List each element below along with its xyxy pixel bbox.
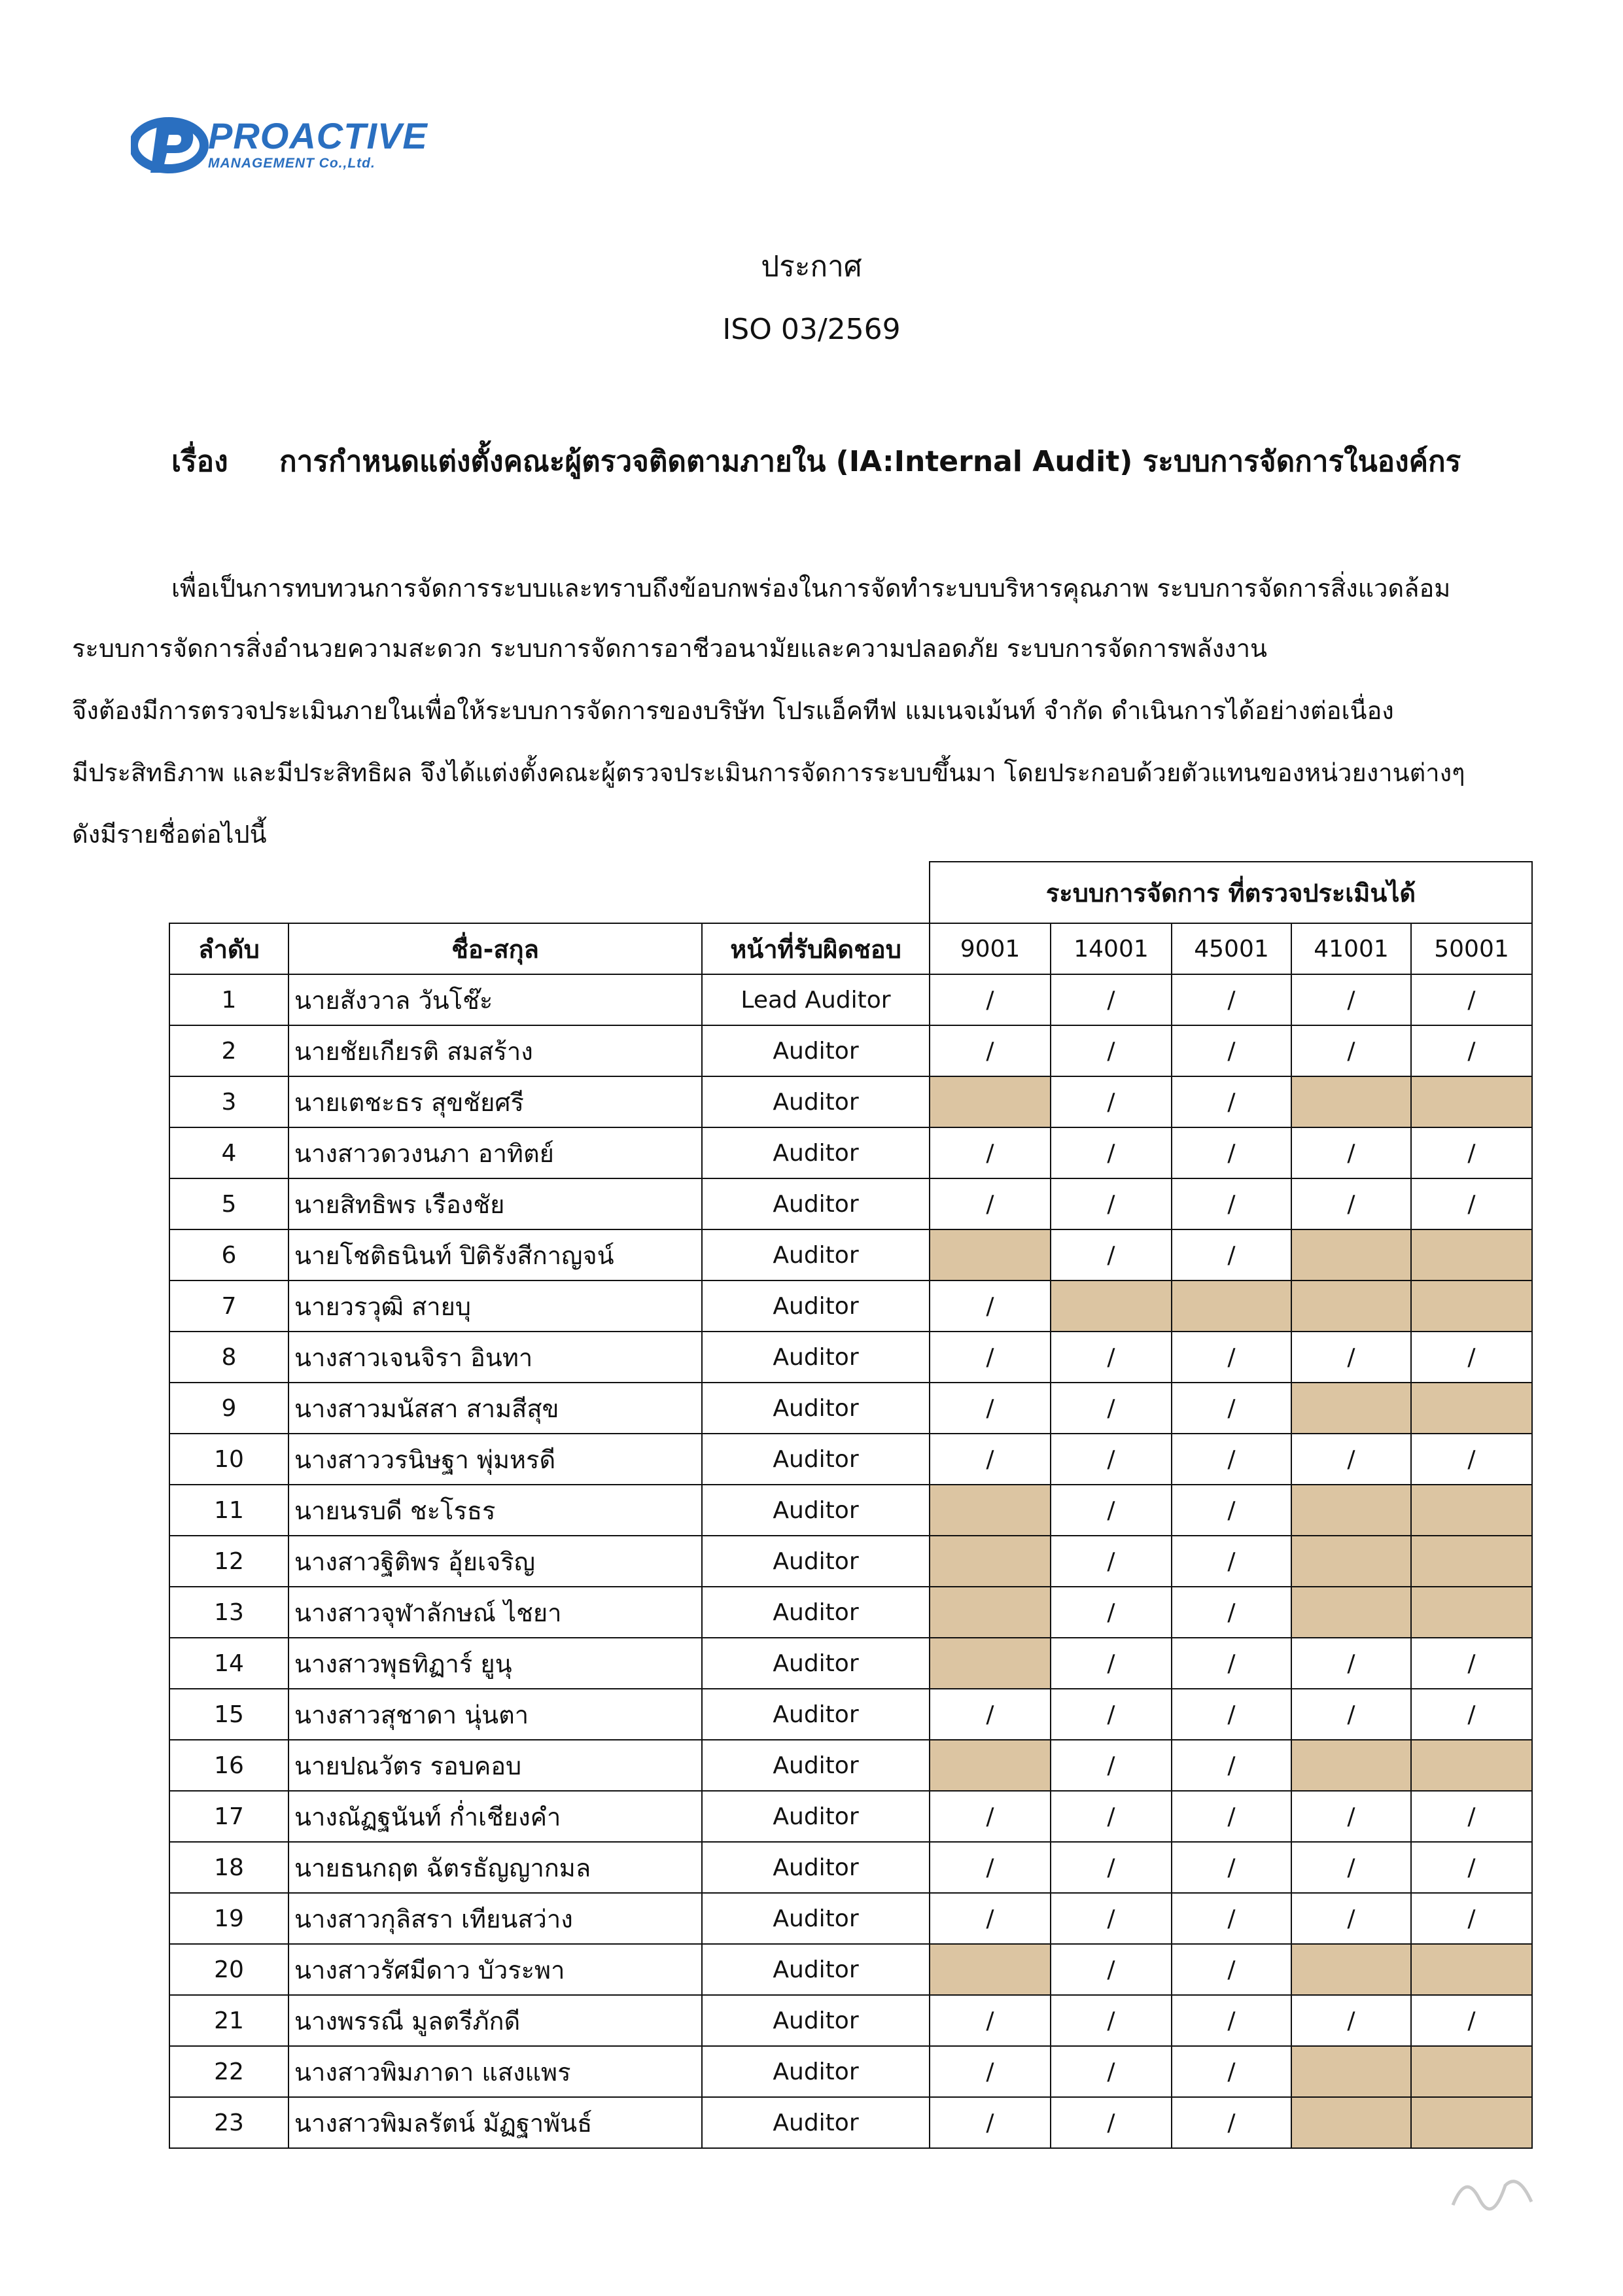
table-row — [169, 1280, 1532, 1332]
row-number: 16 — [169, 1740, 288, 1791]
auditor-role: Auditor — [702, 1536, 930, 1587]
unassigned-cell-9001 — [930, 1485, 1051, 1536]
proactive-logo-icon — [131, 113, 209, 178]
check-cell-45001: / — [1172, 2046, 1291, 2097]
auditor-name: นางสาวพิมภาดา แสงแพร — [288, 2046, 702, 2097]
check-cell-41001: / — [1291, 1127, 1411, 1178]
unassigned-cell-45001 — [1172, 1280, 1291, 1332]
auditor-role: Auditor — [702, 1893, 930, 1944]
check-cell-9001: / — [930, 1127, 1051, 1178]
auditor-name: นายชัยเกียรติ สมสร้าง — [288, 1025, 702, 1076]
check-cell-14001: / — [1051, 974, 1172, 1025]
check-cell-14001: / — [1051, 1689, 1172, 1740]
table-row — [169, 1434, 1532, 1485]
check-cell-45001: / — [1172, 1791, 1291, 1842]
check-cell-41001: / — [1291, 1434, 1411, 1485]
check-cell-14001: / — [1051, 1587, 1172, 1638]
check-cell-14001: / — [1051, 2097, 1172, 2148]
auditor-role: Auditor — [702, 1383, 930, 1434]
check-cell-45001: / — [1172, 1995, 1291, 2046]
auditor-role: Auditor — [702, 1434, 930, 1485]
auditor-role: Auditor — [702, 2097, 930, 2148]
unassigned-cell-41001 — [1291, 1536, 1411, 1587]
check-cell-45001: / — [1172, 1383, 1291, 1434]
auditor-role: Auditor — [702, 1076, 930, 1127]
auditor-name: นายวรวุฒิ สายบุ — [288, 1280, 702, 1332]
unassigned-cell-50001 — [1411, 1740, 1532, 1791]
check-cell-50001: / — [1411, 1995, 1532, 2046]
check-cell-45001: / — [1172, 1076, 1291, 1127]
paragraph-line-5: ดังมีรายชื่อต่อไปนี้ — [72, 820, 267, 849]
unassigned-cell-41001 — [1291, 2097, 1411, 2148]
unassigned-cell-50001 — [1411, 1944, 1532, 1995]
unassigned-cell-14001 — [1051, 1280, 1172, 1332]
col-header-name: ชื่อ-สกุล — [288, 923, 702, 974]
unassigned-cell-41001 — [1291, 1485, 1411, 1536]
check-cell-9001: / — [930, 1893, 1051, 1944]
check-cell-14001: / — [1051, 1536, 1172, 1587]
unassigned-cell-50001 — [1411, 2046, 1532, 2097]
check-cell-14001: / — [1051, 1944, 1172, 1995]
col-header-9001: 9001 — [930, 923, 1051, 974]
auditor-name: นางณัฏฐนันท์ ก่ำเชียงคำ — [288, 1791, 702, 1842]
check-cell-45001: / — [1172, 1893, 1291, 1944]
check-cell-14001: / — [1051, 1485, 1172, 1536]
table-row — [169, 1025, 1532, 1076]
check-cell-50001: / — [1411, 1893, 1532, 1944]
check-cell-9001: / — [930, 1689, 1051, 1740]
table-row — [169, 1383, 1532, 1434]
check-cell-14001: / — [1051, 1434, 1172, 1485]
subject-text: การกำหนดแต่งตั้งคณะผู้ตรวจติดตามภายใน (IA:Internal Audit) ระบบการจัดการในองค์กร — [279, 445, 1461, 478]
check-cell-45001: / — [1172, 1178, 1291, 1229]
unassigned-cell-9001 — [930, 1944, 1051, 1995]
check-cell-14001: / — [1051, 1025, 1172, 1076]
auditor-name: นางสาวดวงนภา อาทิตย์ — [288, 1127, 702, 1178]
unassigned-cell-9001 — [930, 1740, 1051, 1791]
row-number: 20 — [169, 1944, 288, 1995]
table-row — [169, 1791, 1532, 1842]
check-cell-50001: / — [1411, 1434, 1532, 1485]
auditor-name: นางสาวกุลิสรา เทียนสว่าง — [288, 1893, 702, 1944]
column-header-row — [169, 923, 1532, 974]
check-cell-14001: / — [1051, 1842, 1172, 1893]
row-number: 3 — [169, 1076, 288, 1127]
check-cell-9001: / — [930, 1178, 1051, 1229]
auditor-name: นายปณวัตร รอบคอบ — [288, 1740, 702, 1791]
row-number: 19 — [169, 1893, 288, 1944]
check-cell-14001: / — [1051, 1740, 1172, 1791]
unassigned-cell-50001 — [1411, 1383, 1532, 1434]
table-row — [169, 2097, 1532, 2148]
auditor-role: Auditor — [702, 1332, 930, 1383]
table-row — [169, 2046, 1532, 2097]
row-number: 6 — [169, 1229, 288, 1280]
table-row — [169, 1485, 1532, 1536]
col-header-role: หน้าที่รับผิดชอบ — [702, 923, 930, 974]
check-cell-45001: / — [1172, 1638, 1291, 1689]
check-cell-14001: / — [1051, 1127, 1172, 1178]
unassigned-cell-9001 — [930, 1076, 1051, 1127]
check-cell-45001: / — [1172, 1740, 1291, 1791]
row-number: 11 — [169, 1485, 288, 1536]
row-number: 14 — [169, 1638, 288, 1689]
row-number: 18 — [169, 1842, 288, 1893]
check-cell-45001: / — [1172, 1485, 1291, 1536]
check-cell-41001: / — [1291, 1025, 1411, 1076]
check-cell-41001: / — [1291, 1893, 1411, 1944]
check-cell-45001: / — [1172, 2097, 1291, 2148]
row-number: 23 — [169, 2097, 288, 2148]
system-group-header: ระบบการจัดการ ที่ตรวจประเมินได้ — [930, 862, 1532, 923]
auditor-table — [169, 861, 1533, 2149]
check-cell-9001: / — [930, 1791, 1051, 1842]
check-cell-45001: / — [1172, 974, 1291, 1025]
check-cell-45001: / — [1172, 1689, 1291, 1740]
check-cell-41001: / — [1291, 1842, 1411, 1893]
auditor-role: Auditor — [702, 1485, 930, 1536]
auditor-name: นางสาวพุธทิฏาร์ ยูนุ — [288, 1638, 702, 1689]
table-row — [169, 1944, 1532, 1995]
auditor-name: นายนรบดี ชะโรธร — [288, 1485, 702, 1536]
check-cell-50001: / — [1411, 1332, 1532, 1383]
announcement-number: ISO 03/2569 — [722, 313, 901, 346]
auditor-name: นางสาวจุฬาลักษณ์ ไชยา — [288, 1587, 702, 1638]
row-number: 2 — [169, 1025, 288, 1076]
check-cell-45001: / — [1172, 1127, 1291, 1178]
check-cell-45001: / — [1172, 1434, 1291, 1485]
unassigned-cell-50001 — [1411, 1076, 1532, 1127]
auditor-name: นางสาวรัศมีดาว บัวระพา — [288, 1944, 702, 1995]
check-cell-9001: / — [930, 1280, 1051, 1332]
check-cell-50001: / — [1411, 1638, 1532, 1689]
row-number: 7 — [169, 1280, 288, 1332]
company-logo — [131, 113, 428, 178]
col-header-50001: 50001 — [1411, 923, 1532, 974]
table-row — [169, 1893, 1532, 1944]
row-number: 21 — [169, 1995, 288, 2046]
table-row — [169, 1332, 1532, 1383]
auditor-role: Auditor — [702, 1842, 930, 1893]
unassigned-cell-41001 — [1291, 1076, 1411, 1127]
unassigned-cell-41001 — [1291, 1587, 1411, 1638]
unassigned-cell-50001 — [1411, 1536, 1532, 1587]
unassigned-cell-41001 — [1291, 1740, 1411, 1791]
row-number: 1 — [169, 974, 288, 1025]
check-cell-9001: / — [930, 2097, 1051, 2148]
auditor-role: Auditor — [702, 2046, 930, 2097]
paragraph-line-3: จึงต้องมีการตรวจประเมินภายในเพื่อให้ระบบการจัดการของบริษัท โปรแอ็คทีฟ แมเนจเม้นท์ จำกัด ดำเนินการได้อย่างต่อเนื่อง — [72, 696, 1394, 725]
auditor-name: นายสิทธิพร เรืองชัย — [288, 1178, 702, 1229]
check-cell-41001: / — [1291, 1791, 1411, 1842]
check-cell-50001: / — [1411, 1178, 1532, 1229]
check-cell-41001: / — [1291, 974, 1411, 1025]
auditor-name: นางสาวฐิติพร อุ้ยเจริญ — [288, 1536, 702, 1587]
check-cell-9001: / — [930, 1434, 1051, 1485]
auditor-name: นางสาวสุชาดา นุ่นตา — [288, 1689, 702, 1740]
check-cell-9001: / — [930, 974, 1051, 1025]
table-row — [169, 1689, 1532, 1740]
check-cell-45001: / — [1172, 1842, 1291, 1893]
row-number: 4 — [169, 1127, 288, 1178]
table-row — [169, 1127, 1532, 1178]
row-number: 9 — [169, 1383, 288, 1434]
unassigned-cell-41001 — [1291, 1229, 1411, 1280]
check-cell-45001: / — [1172, 1025, 1291, 1076]
auditor-role: Auditor — [702, 1638, 930, 1689]
unassigned-cell-41001 — [1291, 2046, 1411, 2097]
auditor-role: Auditor — [702, 1791, 930, 1842]
auditor-name: นางสาวเจนจิรา อินทา — [288, 1332, 702, 1383]
col-header-41001: 41001 — [1291, 923, 1411, 974]
check-cell-45001: / — [1172, 1332, 1291, 1383]
table-row — [169, 1842, 1532, 1893]
auditor-role: Auditor — [702, 1587, 930, 1638]
check-cell-14001: / — [1051, 1638, 1172, 1689]
row-number: 22 — [169, 2046, 288, 2097]
check-cell-45001: / — [1172, 1229, 1291, 1280]
col-header-no: ลำดับ — [169, 923, 288, 974]
auditor-name: นายธนกฤต ฉัตรธัญญากมล — [288, 1842, 702, 1893]
unassigned-cell-9001 — [930, 1638, 1051, 1689]
table-row — [169, 1638, 1532, 1689]
auditor-name: นางสาวมนัสสา สามสีสุข — [288, 1383, 702, 1434]
check-cell-14001: / — [1051, 1178, 1172, 1229]
check-cell-9001: / — [930, 2046, 1051, 2097]
check-cell-14001: / — [1051, 1332, 1172, 1383]
unassigned-cell-50001 — [1411, 1485, 1532, 1536]
auditor-name: นางสาววรนิษฐา พุ่มหรดี — [288, 1434, 702, 1485]
table-row — [169, 1076, 1532, 1127]
table-row — [169, 1229, 1532, 1280]
auditor-name: นางพรรณี มูลตรีภักดี — [288, 1995, 702, 2046]
auditor-role: Auditor — [702, 1127, 930, 1178]
check-cell-45001: / — [1172, 1587, 1291, 1638]
auditor-name: นายโชติธนินท์ ปิติรังสีกาญจน์ — [288, 1229, 702, 1280]
unassigned-cell-50001 — [1411, 1229, 1532, 1280]
check-cell-9001: / — [930, 1995, 1051, 2046]
row-number: 17 — [169, 1791, 288, 1842]
logo-text: PROACTIVE — [208, 115, 428, 156]
unassigned-cell-9001 — [930, 1587, 1051, 1638]
check-cell-14001: / — [1051, 1995, 1172, 2046]
auditor-role: Auditor — [702, 1229, 930, 1280]
unassigned-cell-50001 — [1411, 1587, 1532, 1638]
col-header-45001: 45001 — [1172, 923, 1291, 974]
check-cell-50001: / — [1411, 1842, 1532, 1893]
check-cell-50001: / — [1411, 974, 1532, 1025]
col-header-14001: 14001 — [1051, 923, 1172, 974]
check-cell-41001: / — [1291, 1995, 1411, 2046]
auditor-role: Auditor — [702, 1944, 930, 1995]
subject-line — [171, 438, 1461, 484]
row-number: 12 — [169, 1536, 288, 1587]
check-cell-9001: / — [930, 1383, 1051, 1434]
table-row — [169, 1995, 1532, 2046]
check-cell-14001: / — [1051, 1229, 1172, 1280]
check-cell-41001: / — [1291, 1178, 1411, 1229]
auditor-name: นายสังวาล วันโช๊ะ — [288, 974, 702, 1025]
signature-mark-icon — [1440, 2146, 1544, 2225]
auditor-role: Auditor — [702, 1740, 930, 1791]
unassigned-cell-41001 — [1291, 1944, 1411, 1995]
table-row — [169, 974, 1532, 1025]
check-cell-14001: / — [1051, 1791, 1172, 1842]
row-number: 10 — [169, 1434, 288, 1485]
check-cell-50001: / — [1411, 1689, 1532, 1740]
announcement-title: ประกาศ — [761, 250, 862, 283]
unassigned-cell-9001 — [930, 1536, 1051, 1587]
subject-label: เรื่อง — [171, 445, 228, 478]
check-cell-41001: / — [1291, 1689, 1411, 1740]
check-cell-9001: / — [930, 1842, 1051, 1893]
check-cell-14001: / — [1051, 2046, 1172, 2097]
check-cell-50001: / — [1411, 1791, 1532, 1842]
paragraph-line-4: มีประสิทธิภาพ และมีประสิทธิผล จึงได้แต่งตั้งคณะผู้ตรวจประเมินการจัดการระบบขึ้นมา โดยประกอบด้วยตัวแทนของหน่วยงานต่างๆ — [72, 758, 1465, 787]
paragraph-line-1: เพื่อเป็นการทบทวนการจัดการระบบและทราบถึงข้อบกพร่องในการจัดทำระบบบริหารคุณภาพ ระบบการจัดการสิ่งแวดล้อม — [171, 574, 1451, 603]
auditor-role: Auditor — [702, 1280, 930, 1332]
check-cell-50001: / — [1411, 1025, 1532, 1076]
row-number: 5 — [169, 1178, 288, 1229]
auditor-role: Lead Auditor — [702, 974, 930, 1025]
check-cell-45001: / — [1172, 1536, 1291, 1587]
unassigned-cell-41001 — [1291, 1383, 1411, 1434]
check-cell-41001: / — [1291, 1332, 1411, 1383]
table-row — [169, 1740, 1532, 1791]
row-number: 15 — [169, 1689, 288, 1740]
auditor-role: Auditor — [702, 1025, 930, 1076]
check-cell-14001: / — [1051, 1893, 1172, 1944]
unassigned-cell-50001 — [1411, 1280, 1532, 1332]
paragraph-line-2: ระบบการจัดการสิ่งอำนวยความสะดวก ระบบการจัดการอาชีวอนามัยและความปลอดภัย ระบบการจัดการพลังงาน — [72, 634, 1268, 663]
check-cell-41001: / — [1291, 1638, 1411, 1689]
logo-subtext: MANAGEMENT Co.,Ltd. — [208, 156, 375, 171]
table-row — [169, 1178, 1532, 1229]
unassigned-cell-50001 — [1411, 2097, 1532, 2148]
check-cell-50001: / — [1411, 1127, 1532, 1178]
auditor-name: นางสาวพิมลรัตน์ มัฏฐาพันธ์ — [288, 2097, 702, 2148]
check-cell-14001: / — [1051, 1076, 1172, 1127]
check-cell-14001: / — [1051, 1383, 1172, 1434]
check-cell-9001: / — [930, 1025, 1051, 1076]
auditor-role: Auditor — [702, 1178, 930, 1229]
check-cell-45001: / — [1172, 1944, 1291, 1995]
unassigned-cell-41001 — [1291, 1280, 1411, 1332]
unassigned-cell-9001 — [930, 1229, 1051, 1280]
row-number: 13 — [169, 1587, 288, 1638]
check-cell-9001: / — [930, 1332, 1051, 1383]
auditor-name: นายเตชะธร สุขชัยศรี — [288, 1076, 702, 1127]
table-row — [169, 1536, 1532, 1587]
system-group-header-row — [169, 862, 1532, 923]
table-row — [169, 1587, 1532, 1638]
auditor-role: Auditor — [702, 1995, 930, 2046]
auditor-role: Auditor — [702, 1689, 930, 1740]
row-number: 8 — [169, 1332, 288, 1383]
